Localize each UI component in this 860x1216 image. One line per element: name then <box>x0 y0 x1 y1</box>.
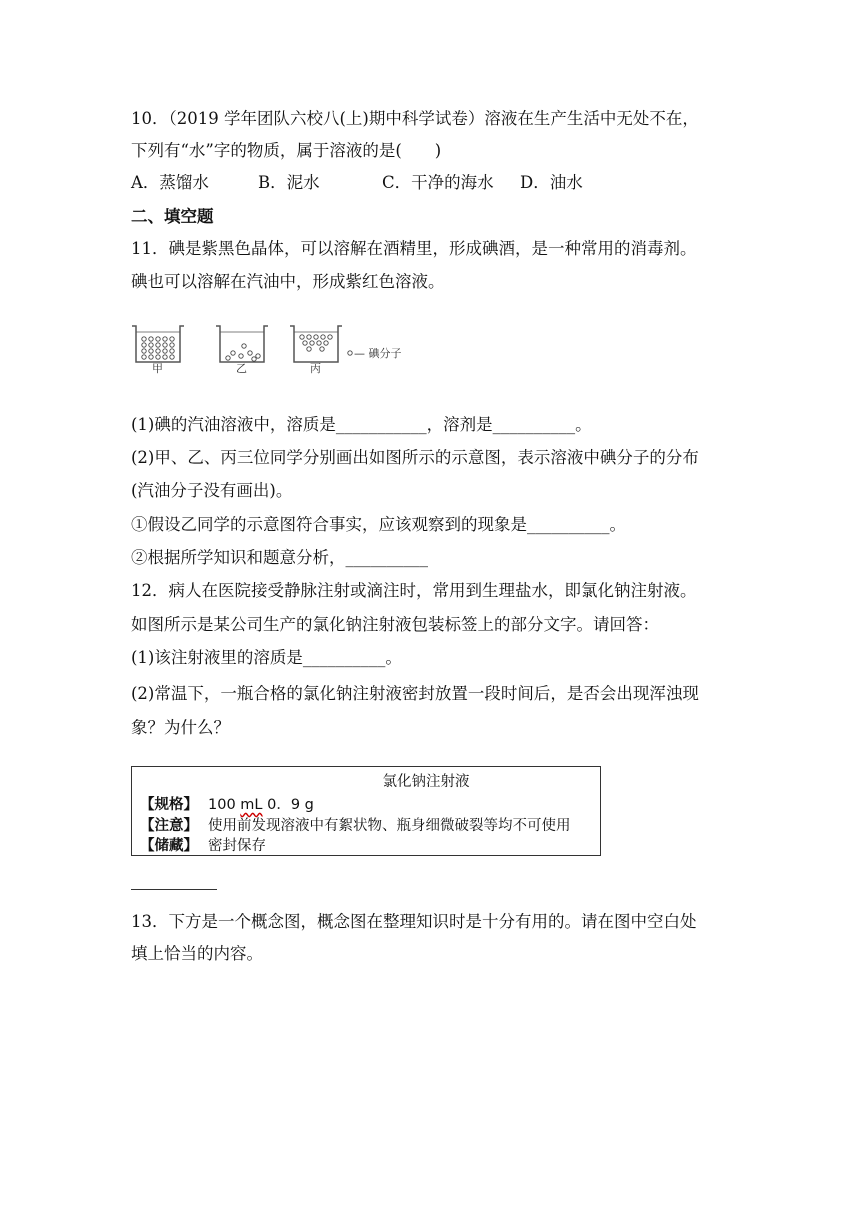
spec-key: 【规格】 <box>140 797 198 813</box>
q11-stem-line2: 碘也可以溶解在汽油中，形成紫红色溶液。 <box>131 272 445 291</box>
q10-stem-line1: 10．（2019 学年团队六校八(上)期中科学试卷）溶液在生产生活中无处不在， <box>131 109 699 128</box>
q11-sub2-line1: (2)甲、乙、丙三位同学分别画出如图所示的示意图，表示溶液中碘分子的分布 <box>131 448 699 467</box>
q11-stem-line1: 11．碘是紫黑色晶体，可以溶解在酒精里，形成碘酒，是一种常用的消毒剂。 <box>131 239 697 258</box>
q10-option-b: B．泥水 <box>258 173 320 192</box>
q10-option-d: D．油水 <box>520 173 583 192</box>
q12-stem-line1: 12．病人在医院接受静脉注射或滴注时，常用到生理盐水，即氯化钠注射液。 <box>131 581 697 600</box>
storage-value: 密封保存 <box>208 838 266 854</box>
q10-option-c: C．干净的海水 <box>382 173 494 192</box>
section-heading-fill-in: 二、填空题 <box>131 207 214 226</box>
spec-value-post: 0．9 g <box>262 797 314 813</box>
q13-stem-line1: 13．下方是一个概念图，概念图在整理知识时是十分有用的。请在图中空白处 <box>131 912 697 931</box>
spec-value-pre: 100 <box>208 797 241 813</box>
molecules-jia <box>142 337 174 359</box>
saline-label-row-note <box>140 814 571 835</box>
q12-sub2-line1: (2)常温下，一瓶合格的氯化钠注射液密封放置一段时间后，是否会出现浑浊现 <box>131 684 699 703</box>
q13-stem-line2: 填上恰当的内容。 <box>131 944 263 963</box>
beaker-label-yi: 乙 <box>236 362 247 374</box>
saline-label-row-spec <box>140 793 314 814</box>
iodine-beakers-figure <box>128 318 428 374</box>
q11-sub2-line2: (汽油分子没有画出)。 <box>131 481 293 500</box>
answer-rule <box>131 889 217 890</box>
q11-sub4: ②根据所学知识和题意分析，__________ <box>131 548 428 567</box>
beaker-bing <box>290 326 342 362</box>
saline-label-title: 氯化钠注射液 <box>382 774 470 790</box>
q11-sub3: ①假设乙同学的示意图符合事实，应该观察到的现象是__________。 <box>131 515 626 534</box>
legend-molecule-icon <box>348 351 352 355</box>
note-value: 使用前发现溶液中有絮状物、瓶身细微破裂等均不可使用 <box>208 818 571 834</box>
beaker-label-bing: 丙 <box>310 362 321 374</box>
q12-sub1: (1)该注射液里的溶质是__________。 <box>131 648 402 667</box>
beaker-label-jia: 甲 <box>152 362 163 374</box>
beaker-jia <box>132 326 184 362</box>
spec-value-unit: mL <box>240 797 263 813</box>
q12-sub2-line2: 象？为什么？ <box>131 718 230 737</box>
note-key: 【注意】 <box>140 818 198 834</box>
legend-label: — 碘分子 <box>354 347 402 360</box>
storage-key: 【储藏】 <box>140 838 198 854</box>
q10-stem-line2: 下列有“水”字的物质，属于溶液的是( ) <box>131 141 442 160</box>
molecules-yi <box>226 344 260 361</box>
q11-sub1: (1)碘的汽油溶液中，溶质是___________，溶剂是__________。 <box>131 415 592 434</box>
q10-option-a: A．蒸馏水 <box>131 173 209 192</box>
saline-label-row-storage <box>140 834 266 855</box>
molecules-bing <box>300 335 332 351</box>
q12-stem-line2: 如图所示是某公司生产的氯化钠注射液包装标签上的部分文字。请回答： <box>131 615 659 634</box>
saline-label-box <box>131 766 601 856</box>
